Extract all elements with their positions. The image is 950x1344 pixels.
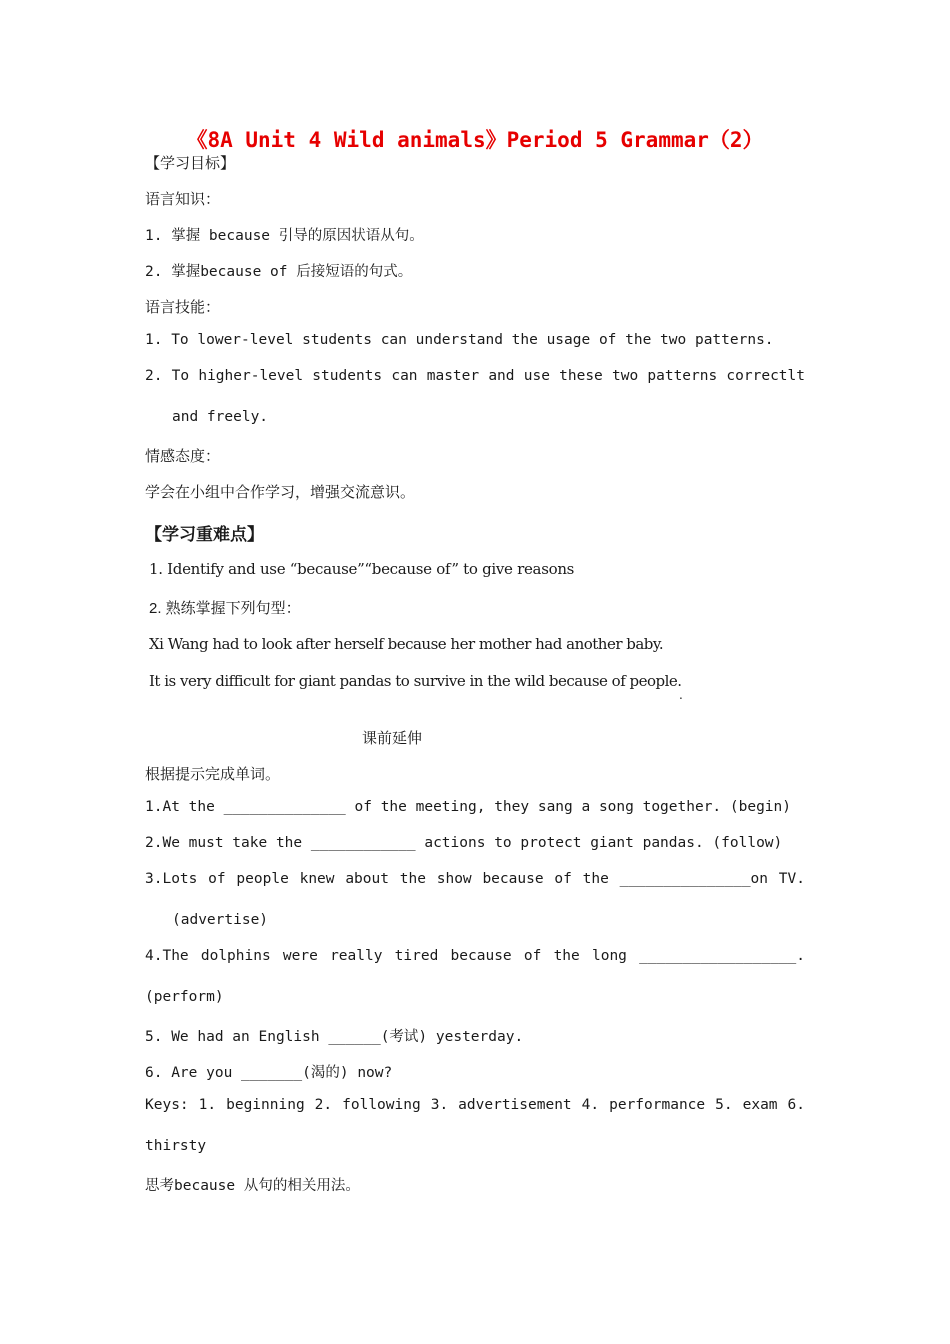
skills-item-2-line-2: and freely.	[172, 409, 269, 425]
key-point-1: 1. Identify and use “because”“because of” to give reasons	[149, 560, 575, 578]
answer-keys-line-1: Keys: 1. beginning 2. following 3. advertisement 4. performance 5. exam 6.	[145, 1097, 805, 1113]
preview-heading: 课前延伸	[362, 729, 423, 747]
attitude-label: 情感态度：	[145, 447, 221, 465]
reflection-prompt: 思考because 从句的相关用法。	[145, 1178, 360, 1194]
knowledge-label: 语言知识：	[145, 190, 221, 208]
preview-instruction: 根据提示完成单词。	[145, 765, 281, 783]
stray-dot: .	[679, 688, 683, 702]
question-3-line-1: 3.Lots of people knew about the show because of the _______________on TV.	[145, 871, 805, 887]
question-5: 5. We had an English ______(考试) yesterday.	[145, 1029, 524, 1045]
key-sentence-2: It is very difficult for giant pandas to survive in the wild because of people.	[149, 672, 682, 690]
question-1: 1.At the ______________ of the meeting, they sang a song together. (begin)	[145, 799, 792, 815]
skills-item-2-line-1: 2. To higher-level students can master and use these two patterns correctlt	[145, 368, 805, 384]
skills-label: 语言技能：	[145, 298, 221, 316]
question-3-line-2: (advertise)	[172, 912, 269, 928]
question-2: 2.We must take the ____________ actions to protect giant pandas. (follow)	[145, 835, 783, 851]
objectives-heading: 【学习目标】	[145, 154, 236, 172]
question-4-line-2: (perform)	[145, 989, 224, 1005]
skills-item-1: 1. To lower-level students can understand the usage of the two patterns.	[145, 332, 774, 348]
key-points-heading: 【学习重难点】	[145, 525, 264, 544]
key-point-2: 2. 熟练掌握下列句型：	[149, 600, 301, 617]
document-title: 《8A Unit 4 Wild animals》Period 5 Grammar（2）	[186, 128, 764, 152]
question-4-line-1: 4.The dolphins were really tired because of the long __________________.	[145, 948, 805, 964]
question-6: 6. Are you _______(渴的) now?	[145, 1065, 393, 1081]
attitude-text: 学会在小组中合作学习，增强交流意识。	[145, 483, 416, 501]
key-sentence-1: Xi Wang had to look after herself because her mother had another baby.	[149, 635, 664, 653]
answer-keys-line-2: thirsty	[145, 1138, 207, 1154]
knowledge-item-2: 2. 掌握because of 后接短语的句式。	[145, 264, 413, 280]
knowledge-item-1: 1. 掌握 because 引导的原因状语从句。	[145, 228, 424, 244]
